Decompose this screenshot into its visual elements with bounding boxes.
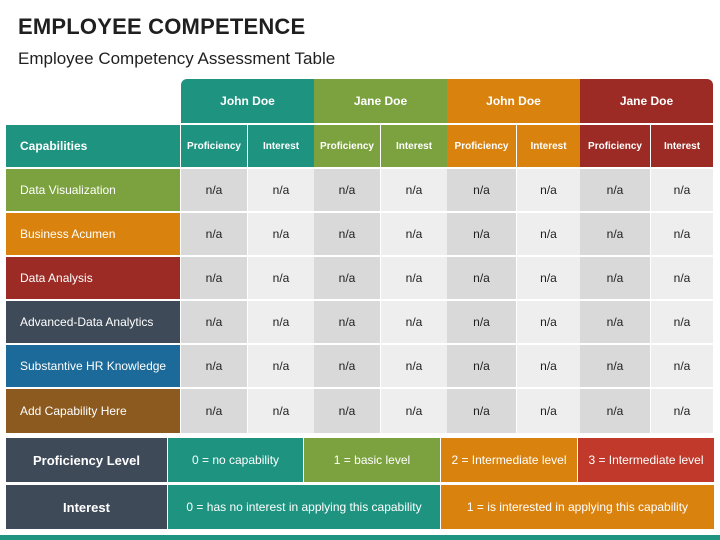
subheader-proficiency: Proficiency — [181, 125, 247, 167]
page-title: EMPLOYEE COMPETENCE — [18, 14, 306, 39]
data-cell: n/a — [248, 257, 314, 299]
row-label-add-capability: Add Capability Here — [6, 389, 180, 433]
subheader-interest: Interest — [248, 125, 314, 167]
data-cell: n/a — [517, 345, 580, 387]
data-cell: n/a — [381, 169, 447, 211]
data-cell: n/a — [651, 169, 713, 211]
employee-header-2: Jane Doe — [314, 79, 447, 123]
data-cell: n/a — [580, 169, 650, 211]
data-cell: n/a — [314, 345, 380, 387]
data-cell: n/a — [381, 345, 447, 387]
data-cell: n/a — [181, 257, 247, 299]
data-cell: n/a — [651, 389, 713, 433]
data-cell: n/a — [447, 345, 516, 387]
data-cell: n/a — [381, 301, 447, 343]
data-cell: n/a — [248, 301, 314, 343]
data-cell: n/a — [517, 389, 580, 433]
data-cell: n/a — [447, 213, 516, 255]
data-cell: n/a — [651, 345, 713, 387]
data-cell: n/a — [580, 389, 650, 433]
data-cell: n/a — [381, 389, 447, 433]
data-cell: n/a — [517, 213, 580, 255]
data-cell: n/a — [248, 389, 314, 433]
proficiency-level-3: 3 = Intermediate level — [578, 438, 714, 482]
data-cell: n/a — [314, 301, 380, 343]
capabilities-header: Capabilities — [6, 125, 180, 167]
subheader-interest: Interest — [517, 125, 580, 167]
employee-header-3: John Doe — [447, 79, 580, 123]
interest-level-0: 0 = has no interest in applying this capability — [168, 485, 440, 529]
subheader-proficiency: Proficiency — [447, 125, 516, 167]
data-cell: n/a — [517, 301, 580, 343]
data-cell: n/a — [181, 389, 247, 433]
data-cell: n/a — [181, 345, 247, 387]
proficiency-level-0: 0 = no capability — [168, 438, 303, 482]
employee-header-1: John Doe — [181, 79, 314, 123]
data-cell: n/a — [181, 301, 247, 343]
row-label-data-visualization: Data Visualization — [6, 169, 180, 211]
row-label-advanced-data-analytics: Advanced-Data Analytics — [6, 301, 180, 343]
data-cell: n/a — [580, 345, 650, 387]
row-label-data-analysis: Data Analysis — [6, 257, 180, 299]
proficiency-level-label: Proficiency Level — [6, 438, 167, 482]
subheader-proficiency: Proficiency — [314, 125, 380, 167]
data-cell: n/a — [314, 389, 380, 433]
data-cell: n/a — [447, 301, 516, 343]
subheader-proficiency: Proficiency — [580, 125, 650, 167]
data-cell: n/a — [517, 257, 580, 299]
data-cell: n/a — [248, 345, 314, 387]
data-cell: n/a — [447, 389, 516, 433]
data-cell: n/a — [181, 213, 247, 255]
employee-header-4: Jane Doe — [580, 79, 713, 123]
data-cell: n/a — [580, 257, 650, 299]
data-cell: n/a — [314, 169, 380, 211]
data-cell: n/a — [651, 301, 713, 343]
interest-label: Interest — [6, 485, 167, 529]
data-cell: n/a — [314, 213, 380, 255]
page-subtitle: Employee Competency Assessment Table — [18, 49, 336, 68]
interest-level-1: 1 = is interested in applying this capability — [441, 485, 714, 529]
data-cell: n/a — [248, 213, 314, 255]
data-cell: n/a — [517, 169, 580, 211]
data-cell: n/a — [580, 301, 650, 343]
data-cell: n/a — [580, 213, 650, 255]
proficiency-level-1: 1 = basic level — [304, 438, 440, 482]
row-label-business-acumen: Business Acumen — [6, 213, 180, 255]
data-cell: n/a — [651, 213, 713, 255]
bottom-accent-bar — [0, 535, 720, 540]
data-cell: n/a — [447, 169, 516, 211]
subheader-interest: Interest — [651, 125, 713, 167]
data-cell: n/a — [248, 169, 314, 211]
data-cell: n/a — [381, 213, 447, 255]
data-cell: n/a — [181, 169, 247, 211]
data-cell: n/a — [651, 257, 713, 299]
row-label-substantive-hr-knowledge: Substantive HR Knowledge — [6, 345, 180, 387]
proficiency-level-2: 2 = Intermediate level — [441, 438, 577, 482]
data-cell: n/a — [314, 257, 380, 299]
data-cell: n/a — [447, 257, 516, 299]
data-cell: n/a — [381, 257, 447, 299]
subheader-interest: Interest — [381, 125, 447, 167]
